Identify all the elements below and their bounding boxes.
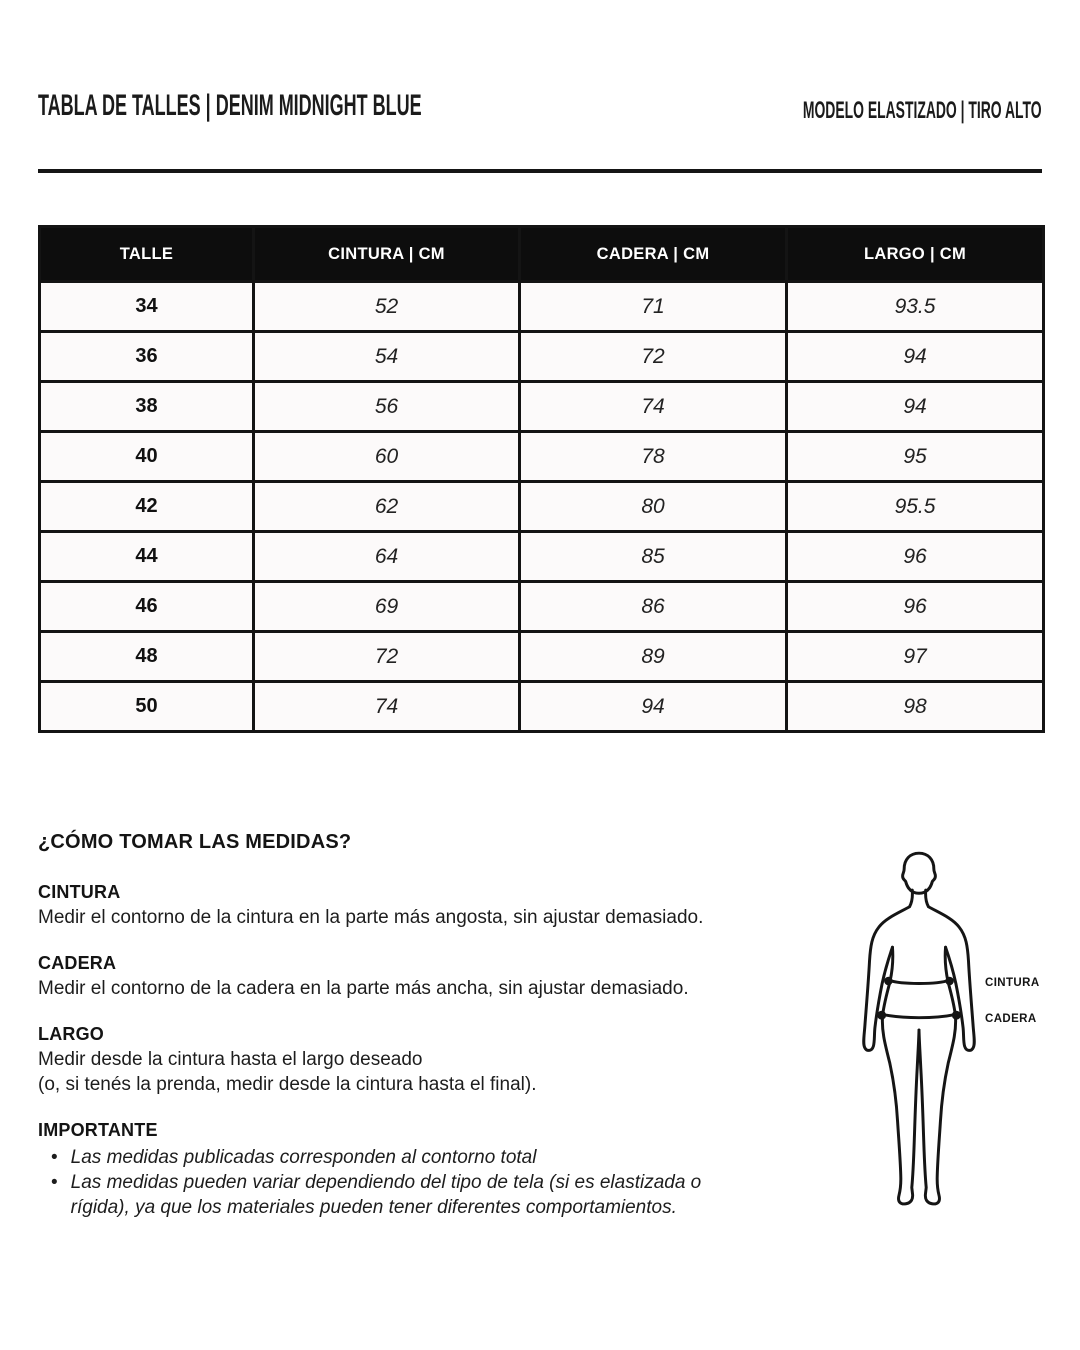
largo-cell: 95 [787, 432, 1044, 482]
guide-section-cadera [38, 954, 828, 1001]
table-row [40, 282, 1044, 332]
cadera-cell: 85 [520, 532, 787, 582]
cintura-cell: 52 [254, 282, 520, 332]
cadera-cell: 89 [520, 632, 787, 682]
largo-cell: 97 [787, 632, 1044, 682]
section-text: Medir desde la cintura hasta el largo deseado [38, 1049, 423, 1070]
col-header-cintura: CINTURA | CM [254, 227, 520, 282]
list-item [38, 1145, 828, 1170]
section-heading: CADERA [38, 953, 117, 973]
largo-cell: 96 [787, 532, 1044, 582]
largo-cell: 96 [787, 582, 1044, 632]
largo-cell: 95.5 [787, 482, 1044, 532]
table-row [40, 332, 1044, 382]
section-text: Medir el contorno de la cintura en la parte más angosta, sin ajustar demasiado. [38, 907, 704, 928]
cadera-cell: 80 [520, 482, 787, 532]
cadera-cell: 86 [520, 582, 787, 632]
table-row [40, 482, 1044, 532]
table-row [40, 532, 1044, 582]
figure-label-cadera: CADERA [985, 1013, 1037, 1025]
col-header-largo: LARGO | CM [787, 227, 1044, 282]
table-row [40, 582, 1044, 632]
page-title: TABLA DE TALLES | DENIM MIDNIGHT BLUE [38, 89, 422, 122]
cintura-cell: 54 [254, 332, 520, 382]
talle-cell: 44 [40, 532, 254, 582]
cadera-cell: 72 [520, 332, 787, 382]
largo-cell: 93.5 [787, 282, 1044, 332]
cintura-cell: 74 [254, 682, 520, 732]
measuring-guide [38, 832, 828, 1244]
col-header-cadera: CADERA | CM [520, 227, 787, 282]
section-heading: CINTURA [38, 882, 121, 902]
figure-label-cintura: CINTURA [985, 977, 1040, 989]
cadera-cell: 71 [520, 282, 787, 332]
cintura-cell: 64 [254, 532, 520, 582]
table-row [40, 382, 1044, 432]
section-heading: IMPORTANTE [38, 1120, 158, 1140]
talle-cell: 34 [40, 282, 254, 332]
section-heading: LARGO [38, 1024, 104, 1044]
size-table [38, 225, 1045, 733]
cadera-cell: 94 [520, 682, 787, 732]
table-row [40, 632, 1044, 682]
header-divider [38, 169, 1042, 173]
talle-cell: 42 [40, 482, 254, 532]
guide-section-cintura [38, 883, 828, 930]
bullet-text: • Las medidas pueden variar dependiendo del tipo de tela (si es elastizada o rígida), ya que los materiales pueden tener diferentes comportamientos. [70, 1172, 702, 1218]
talle-cell: 38 [40, 382, 254, 432]
cadera-cell: 74 [520, 382, 787, 432]
talle-cell: 36 [40, 332, 254, 382]
body-outline-icon [856, 846, 982, 1206]
section-text: Medir el contorno de la cadera en la parte más ancha, sin ajustar demasiado. [38, 978, 689, 999]
model-subtitle: MODELO ELASTIZADO | TIRO ALTO [803, 97, 1042, 124]
col-header-talle: TALLE [40, 227, 254, 282]
table-header-row [40, 227, 1044, 282]
talle-cell: 46 [40, 582, 254, 632]
section-text: (o, si tenés la prenda, medir desde la cintura hasta el final). [38, 1074, 537, 1095]
largo-cell: 98 [787, 682, 1044, 732]
cintura-cell: 56 [254, 382, 520, 432]
guide-section-largo [38, 1025, 828, 1097]
body-measurement-figure [856, 846, 982, 1206]
guide-title: ¿CÓMO TOMAR LAS MEDIDAS? [38, 831, 352, 853]
bullet-text: • Las medidas publicadas corresponden al contorno total [70, 1147, 537, 1168]
list-item [38, 1170, 828, 1220]
largo-cell: 94 [787, 382, 1044, 432]
cintura-cell: 60 [254, 432, 520, 482]
cintura-cell: 62 [254, 482, 520, 532]
cadera-cell: 78 [520, 432, 787, 482]
table-row [40, 432, 1044, 482]
talle-cell: 50 [40, 682, 254, 732]
cintura-cell: 72 [254, 632, 520, 682]
largo-cell: 94 [787, 332, 1044, 382]
talle-cell: 40 [40, 432, 254, 482]
talle-cell: 48 [40, 632, 254, 682]
table-row [40, 682, 1044, 732]
guide-section-importante [38, 1121, 828, 1220]
cintura-cell: 69 [254, 582, 520, 632]
